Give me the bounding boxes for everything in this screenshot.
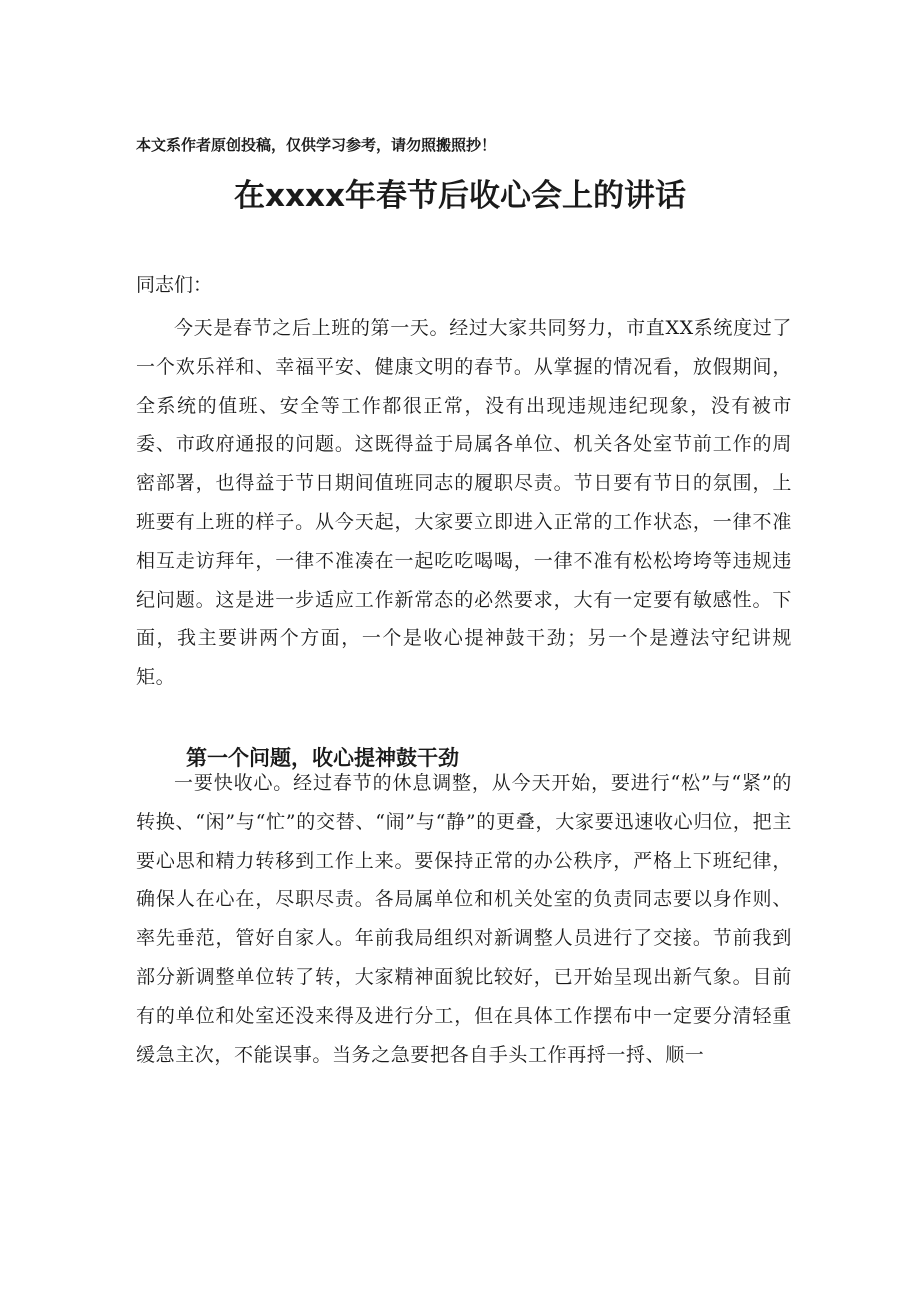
copyright-note: 本文系作者原创投稿，仅供学习参考，请勿照搬照抄！ xyxy=(136,136,497,154)
section-heading: 第一个问题，收心提神鼓干劲 xyxy=(186,746,459,770)
body-paragraph: 今天是春节之后上班的第一天。经过大家共同努力，市直XX系统度过了一个欢乐祥和、幸福平安、健康文明的春节。从掌握的情况看，放假期间，全系统的值班、安全等工作都很正常，没有出现违规违纪现象，没有被市委、市政府通报的问题。这既得益于局属各单位、机关各处室节前工作的周密部署，也得益于节日期间值班同志的履职尽责。节日要有节日的氛围，上班要有上班的样子。从今天起，大家要立即进入正常的工作状态，一律不准相互走访拜年，一律不准凑在一起吃吃喝喝，一律不准有松松垮垮等违规违纪问题。这是进一步适应工作新常态的必然要求，大有一定要有敏感性。下面，我主要讲两个方面，一个是收心提神鼓干劲；另一个是遵法守纪讲规矩。 xyxy=(136,317,792,689)
section-paragraph: 一要快收心。经过春节的休息调整，从今天开始，要进行“松”与“紧”的转换、“闲”与“忙”的交替、“闹”与“静”的更叠，大家要迅速收心归位，把主要心思和精力转移到工作上来。要保持正常的办公秩序，严格上下班纪律，确保人在心在，尽职尽责。各局属单位和机关处室的负责同志要以身作则、率先垂范，管好自家人。年前我局组织对新调整人员进行了交接。节前我到部分新调整单位转了转，大家精神面貌比较好，已开始呈现出新气象。目前有的单位和处室还没来得及进行分工，但在具体工作摆布中一定要分清轻重缓急主次，不能误事。当务之急要把各自手头工作再捋一捋、顺一 xyxy=(136,772,792,1066)
document-title: 在xxxx年春节后收心会上的讲话 xyxy=(234,178,686,214)
salutation: 同志们： xyxy=(136,274,213,296)
